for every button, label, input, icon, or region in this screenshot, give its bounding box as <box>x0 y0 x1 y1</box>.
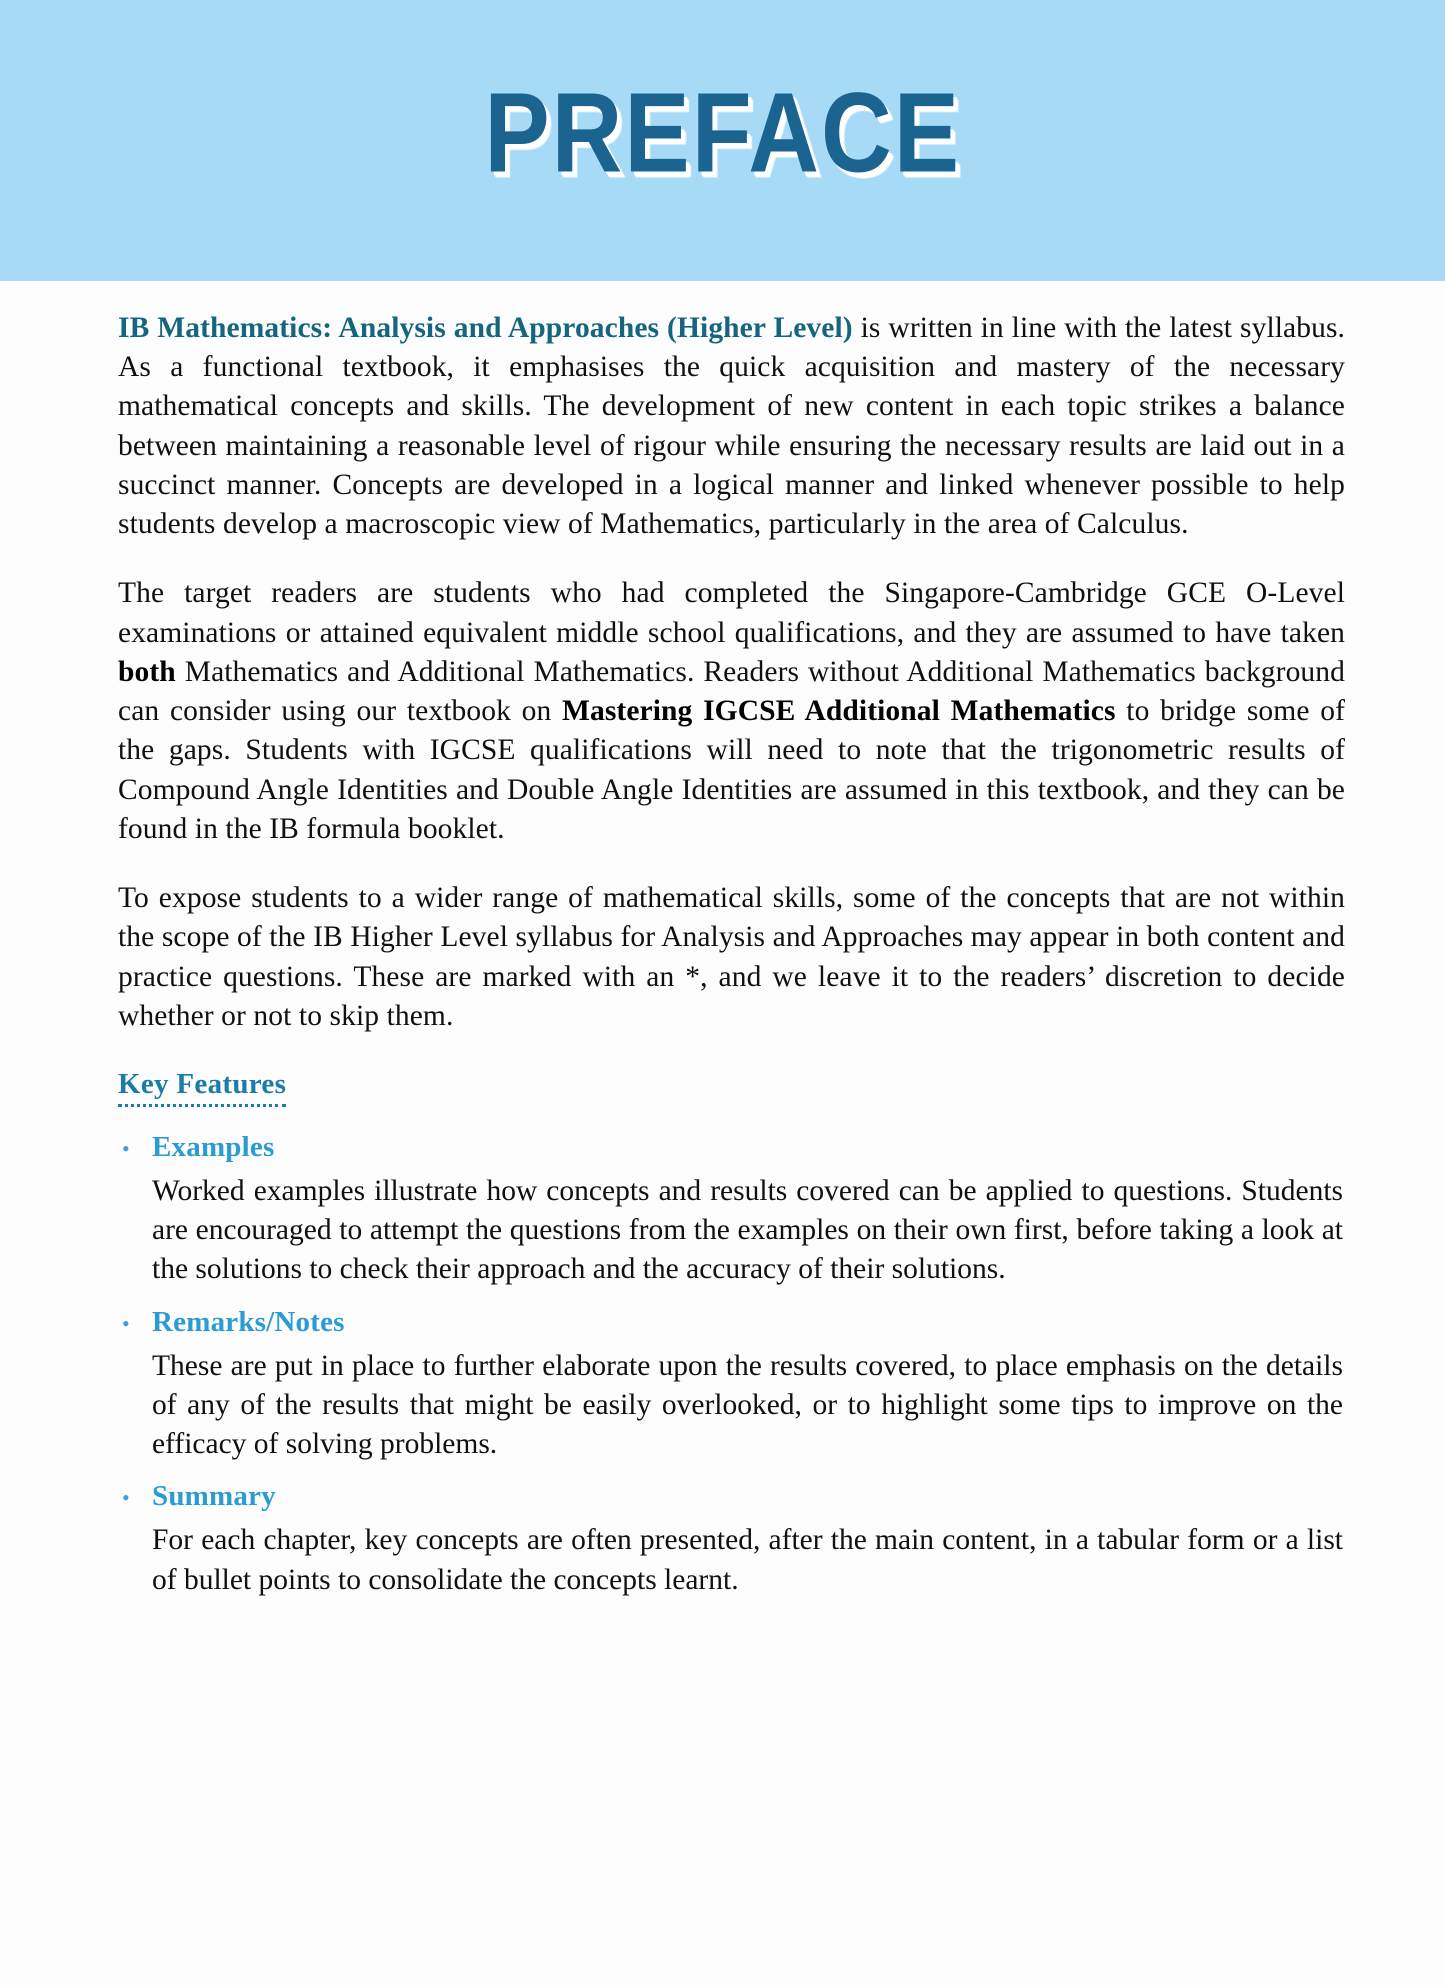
paragraph-1 <box>118 309 1345 544</box>
key-features-heading: Key Features <box>118 1068 286 1107</box>
feature-body-summary: For each chapter, key concepts are often presented, after the main content, in a tabular form or a list of bullet points to consolidate the concepts learnt. <box>152 1524 1343 1596</box>
bullet-icon: • <box>122 1485 130 1511</box>
feature-body-examples: Worked examples illustrate how concepts and results covered can be applied to questions. Students are encouraged to attempt the questions from the examples on their own first, before taking a look at the solutions to check their approach and the accuracy of their solutions. <box>152 1174 1343 1286</box>
referenced-book-title: Mastering IGCSE Additional Mathematics <box>562 695 1116 728</box>
key-features-heading-wrap <box>118 1066 1345 1121</box>
feature-item-summary <box>118 1480 1345 1599</box>
paragraph-2-text-b: Mathematics and Additional Mathematics. Readers without Additional Mathematics background can consider using our textbook on <box>118 655 1345 728</box>
paragraph-2-text-a: The target readers are students who had completed the Singapore-Cambridge GCE O-Level examinations or attained equivalent middle school qualifications, and they are assumed to have taken <box>118 577 1345 649</box>
paragraph-2 <box>118 574 1345 849</box>
paragraph-3: To expose students to a wider range of mathematical skills, some of the concepts that are not within the scope of the IB Higher Level syllabus for Analysis and Approaches may appear in both content and practice questions. These are marked with an *, and we leave it to the readers’ discretion to decide whether or not to skip them. <box>118 882 1345 1032</box>
feature-heading-remarks-notes <box>118 1306 1345 1339</box>
feature-title-summary: Summary <box>152 1480 276 1513</box>
bullet-icon: • <box>122 1310 130 1336</box>
feature-heading-examples <box>118 1131 1345 1164</box>
feature-title-remarks-notes: Remarks/Notes <box>152 1305 345 1338</box>
page-title: PREFACE <box>484 69 961 196</box>
key-features-list <box>118 1131 1345 1600</box>
feature-item-examples <box>118 1131 1345 1290</box>
paragraph-1-text: is written in line with the latest syllabus. As a functional textbook, it emphasises the quick acquisition and mastery of the necessary mathematical concepts and skills. The development of new content in each topic strikes a balance between maintaining a reasonable level of rigour while ensuring the necessary results are laid out in a succinct manner. Concepts are developed in a logical manner and linked whenever possible to help students develop a macroscopic view of Mathematics, particularly in the area of Calculus. <box>118 312 1345 541</box>
page-header-band <box>0 0 1445 281</box>
feature-title-examples: Examples <box>152 1130 275 1163</box>
feature-body-remarks-notes: These are put in place to further elaborate upon the results covered, to place emphasis on the details of any of the results that might be easily overlooked, or to highlight some tips to improve on the efficacy of solving problems. <box>152 1349 1343 1461</box>
paragraph-2-text-c: to bridge some of the gaps. Students with IGCSE qualifications will need to note that the trigonometric results of Compound Angle Identities and Double Angle Identities are assumed in this textbook, and they can be found in the IB formula booklet. <box>118 695 1346 845</box>
book-title-highlight: IB Mathematics: Analysis and Approaches (Higher Level) <box>118 312 853 344</box>
feature-item-remarks-notes <box>118 1306 1345 1465</box>
emphasis-both: both <box>118 655 176 688</box>
bullet-icon: • <box>122 1135 130 1161</box>
feature-heading-summary <box>118 1480 1345 1513</box>
preface-content <box>0 281 1445 1600</box>
